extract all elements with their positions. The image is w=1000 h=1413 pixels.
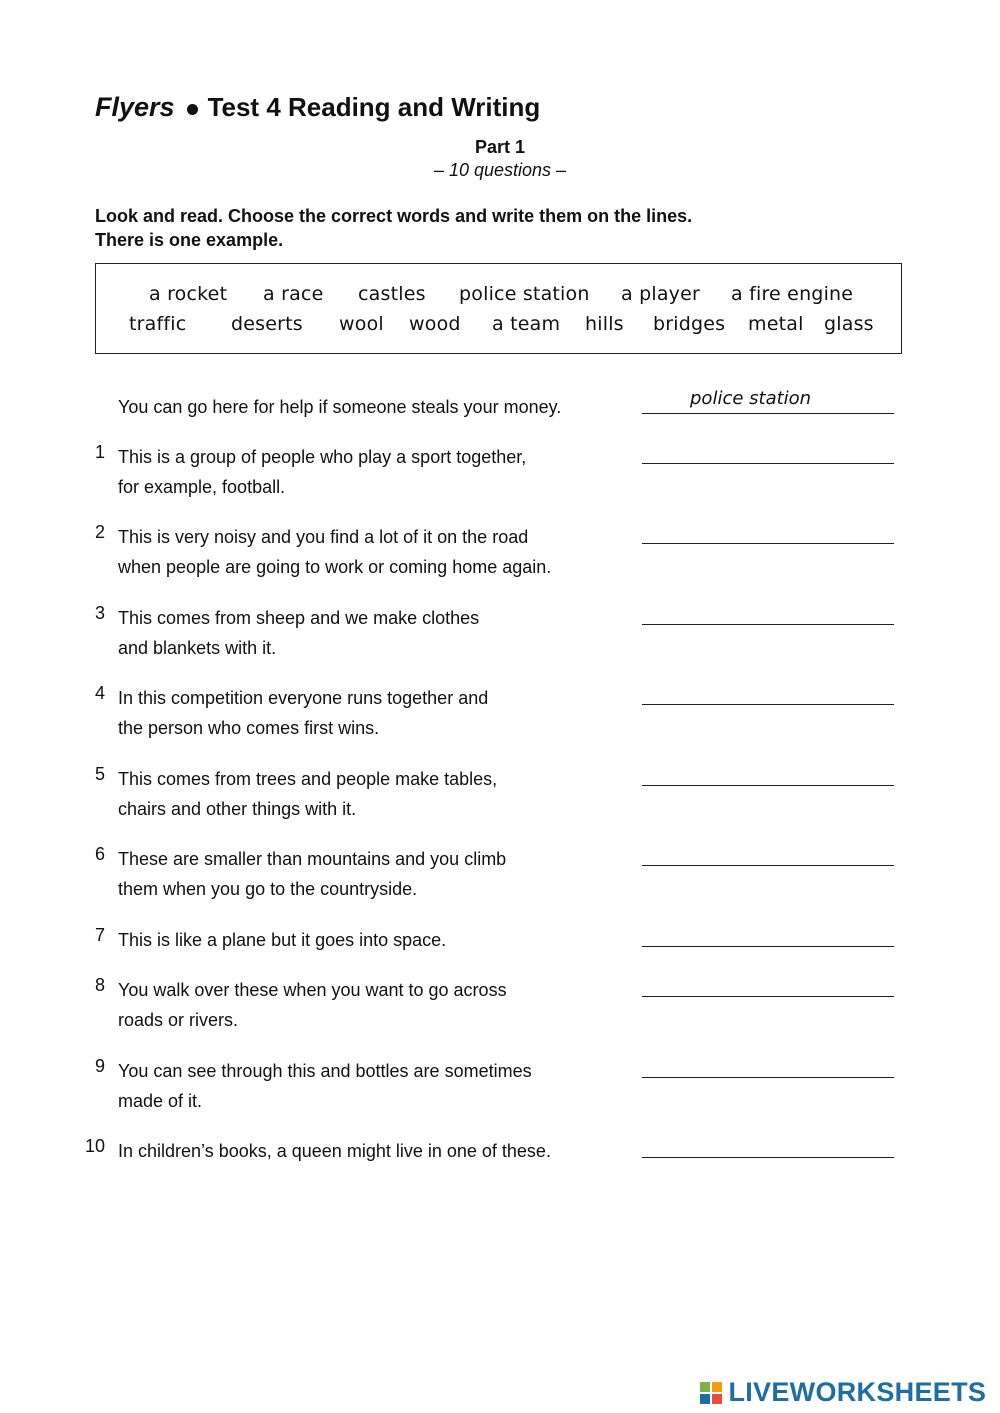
answer-line[interactable]: [642, 946, 894, 947]
question-text: This is like a plane but it goes into space.: [118, 930, 447, 950]
test-title: Test 4 Reading and Writing: [207, 92, 541, 122]
question-number: 4: [94, 683, 105, 703]
question-number: 3: [94, 603, 105, 623]
question-number: 6: [94, 844, 105, 864]
answer-line[interactable]: [642, 785, 894, 786]
word-bank-item: a rocket: [149, 283, 228, 305]
answer-line[interactable]: [642, 463, 894, 464]
question-text: You can see through this and bottles are sometimes made of it.: [118, 1061, 532, 1111]
word-bank-item: hills: [585, 313, 624, 335]
answer-line[interactable]: [642, 543, 894, 544]
answer-line[interactable]: [642, 624, 894, 625]
question-text: This comes from trees and people make tables, chairs and other things with it.: [118, 769, 498, 819]
answer-line[interactable]: [642, 996, 894, 997]
word-bank: [95, 263, 902, 354]
word-bank-item: police station: [459, 283, 590, 305]
word-bank-item: a fire engine: [731, 283, 854, 305]
answer-line[interactable]: [642, 865, 894, 866]
word-bank-item: a race: [263, 283, 324, 305]
word-bank-item: a team: [492, 313, 561, 335]
word-bank-item: glass: [824, 313, 874, 335]
question-number: 2: [94, 522, 105, 542]
page-title: [95, 92, 540, 123]
brand-name: Flyers: [95, 92, 175, 122]
example-answer: police station: [690, 388, 812, 409]
word-bank-item: deserts: [231, 313, 303, 335]
question-text: This comes from sheep and we make clothes and blankets with it.: [118, 608, 480, 658]
bullet-dot: [187, 104, 198, 115]
logo-text: LIVEWORKSHEETS: [728, 1377, 987, 1407]
question-text: These are smaller than mountains and you climb them when you go to the countryside.: [118, 849, 507, 899]
word-bank-item: castles: [358, 283, 426, 305]
word-bank-item: bridges: [653, 313, 726, 335]
question-text: This is a group of people who play a sport together, for example, football.: [118, 447, 527, 497]
question-number: 8: [94, 975, 105, 995]
word-bank-item: a player: [621, 283, 701, 305]
question-text: In children’s books, a queen might live in one of these.: [118, 1141, 551, 1161]
question-number: 1: [94, 442, 105, 462]
logo-icon: [700, 1380, 724, 1406]
instructions-line-2: There is one example.: [95, 230, 284, 250]
answer-line[interactable]: [642, 1157, 894, 1158]
liveworksheets-logo[interactable]: [700, 1377, 986, 1407]
instructions-line-1: Look and read. Choose the correct words and write them on the lines.: [95, 206, 693, 226]
question-text: In this competition everyone runs together and the person who comes first wins.: [118, 688, 489, 738]
word-bank-item: metal: [748, 313, 804, 335]
question-text: This is very noisy and you find a lot of it on the road when people are going to work or coming home again.: [118, 527, 552, 577]
answer-line[interactable]: [642, 1077, 894, 1078]
word-bank-item: wool: [339, 313, 384, 335]
instructions: [95, 204, 692, 252]
question-count: – 10 questions –: [433, 160, 567, 180]
word-bank-item: wood: [409, 313, 461, 335]
question-text: You walk over these when you want to go across roads or rivers.: [118, 980, 507, 1030]
question-number: 5: [94, 764, 105, 784]
answer-line[interactable]: [642, 704, 894, 705]
word-bank-item: traffic: [129, 313, 187, 335]
question-number: 7: [94, 925, 105, 945]
example-answer-line: [642, 413, 894, 414]
question-number: 9: [94, 1056, 105, 1076]
question-number: 10: [84, 1136, 105, 1156]
part-heading: Part 1: [474, 137, 526, 157]
example-text: You can go here for help if someone steals your money.: [118, 397, 562, 417]
